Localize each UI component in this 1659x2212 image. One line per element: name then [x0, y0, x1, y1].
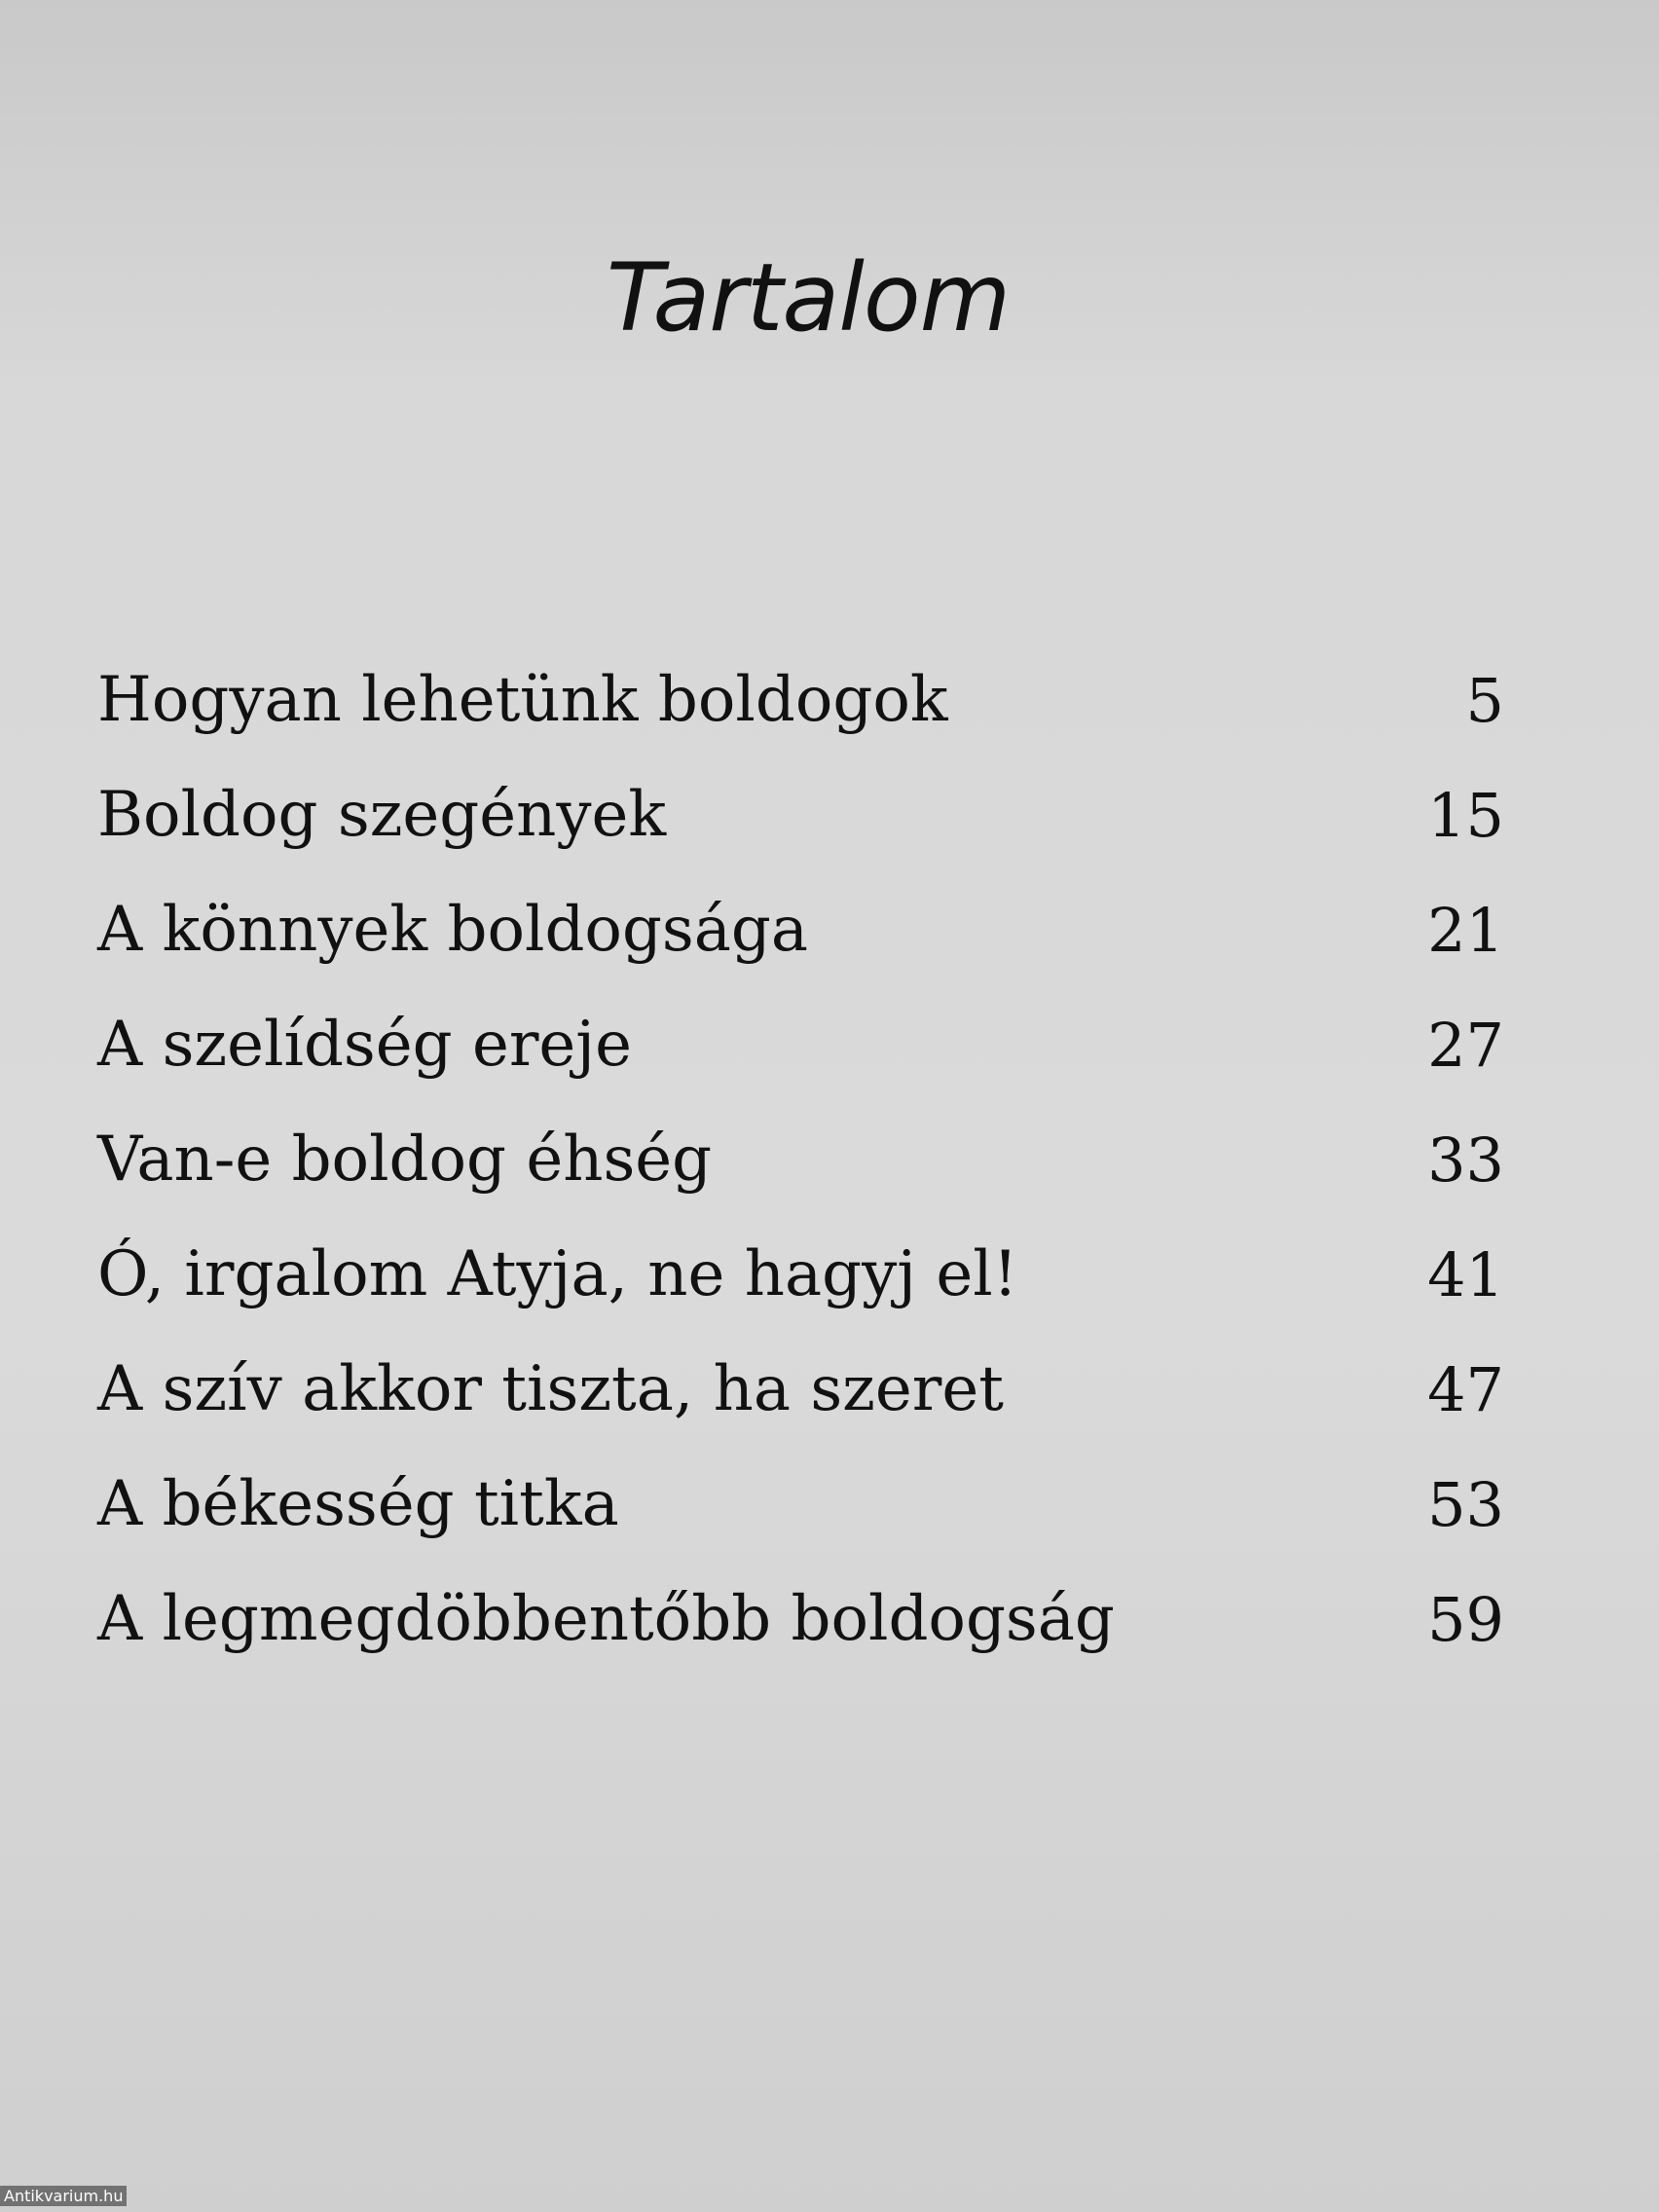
- toc-entry-page: 41: [1427, 1238, 1504, 1310]
- toc-entry-page: 27: [1427, 1009, 1504, 1081]
- toc-entry-page: 15: [1427, 779, 1504, 851]
- toc-entry: [97, 1562, 1504, 1677]
- toc-entry: [97, 1332, 1504, 1447]
- toc-entry-page: 59: [1427, 1583, 1504, 1655]
- toc-entry-title: A könnyek boldogsága: [97, 894, 809, 966]
- toc-entry: [97, 1102, 1504, 1217]
- toc-entry-title: Hogyan lehetünk boldogok: [97, 664, 948, 736]
- table-of-contents: [97, 643, 1504, 1677]
- toc-entry-title: Van-e boldog éhség: [97, 1124, 713, 1196]
- toc-entry-title: Ó, irgalom Atyja, ne hagyj el!: [97, 1238, 1018, 1310]
- toc-entry-title: A legmegdöbbentőbb boldogság: [97, 1583, 1115, 1655]
- toc-entry: [97, 987, 1504, 1102]
- toc-entry-page: 47: [1427, 1353, 1504, 1425]
- toc-entry-page: 21: [1427, 894, 1504, 966]
- toc-entry-title: Boldog szegények: [97, 779, 667, 851]
- toc-entry-page: 53: [1427, 1468, 1504, 1540]
- toc-entry: [97, 1447, 1504, 1562]
- page-title: Tartalom: [606, 243, 1011, 352]
- toc-entry-title: A szelídség ereje: [97, 1009, 632, 1081]
- toc-entry: [97, 643, 1504, 757]
- toc-entry-title: A békesség titka: [97, 1468, 619, 1540]
- toc-entry: [97, 872, 1504, 987]
- toc-entry-page: 33: [1427, 1124, 1504, 1196]
- toc-entry: [97, 1217, 1504, 1332]
- toc-entry-page: 5: [1465, 664, 1504, 736]
- toc-entry-title: A szív akkor tiszta, ha szeret: [97, 1353, 1004, 1425]
- toc-entry: [97, 757, 1504, 872]
- watermark: Antikvarium.hu: [0, 2186, 127, 2206]
